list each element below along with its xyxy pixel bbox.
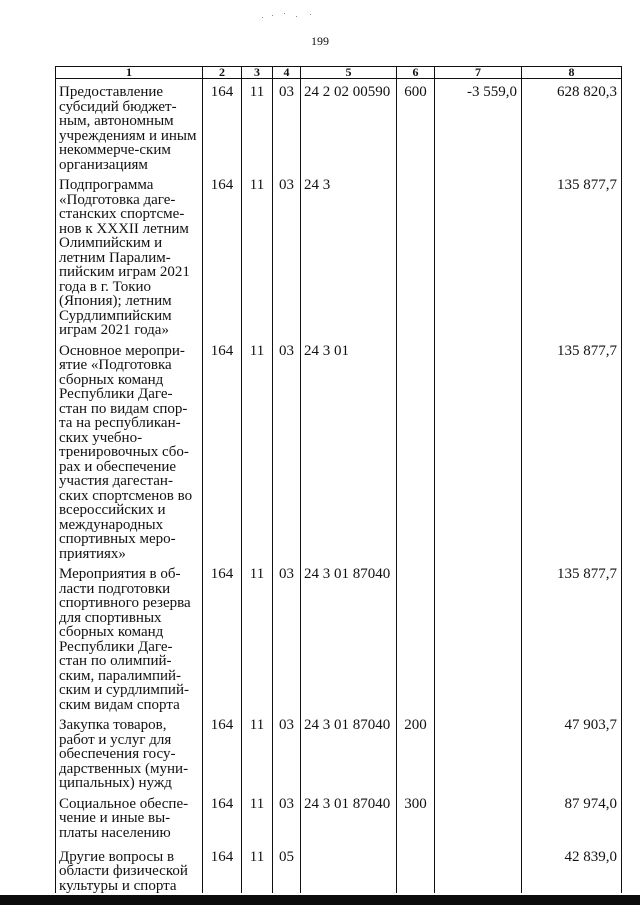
cell-section: 11 [242, 79, 273, 173]
cell-expense-type: 300 [397, 791, 435, 844]
cell-target-article [301, 844, 397, 894]
cell-expense-type [397, 561, 435, 712]
cell-change [435, 561, 522, 712]
cell-ministry: 164 [203, 712, 242, 791]
table-row [56, 172, 622, 338]
cell-change [435, 172, 522, 338]
col-header-1: 1 [56, 67, 203, 79]
cell-subsection: 03 [273, 712, 301, 791]
row-description: Закупка товаров, работ и услуг для обеспечения госу-дарственных (муни-ципальных) нужд [56, 712, 203, 791]
cell-expense-type [397, 172, 435, 338]
row-description: Подпрограмма «Подготовка даге-станских спортсме-нов к XXXII летним Олимпийским и летним Паралим-пийским играм 2021 года в г. Токио (Япония); летним Сурдлимпийским играм 2021 года» [56, 172, 203, 338]
cell-amount: 628 820,3 [522, 79, 622, 173]
row-description: Предоставление субсидий бюджет-ным, автономным учреждениям и иным некоммерче-ским организациям [56, 79, 203, 173]
cell-target-article: 24 3 [301, 172, 397, 338]
col-header-6: 6 [397, 67, 435, 79]
col-header-3: 3 [242, 67, 273, 79]
row-description: Другие вопросы в области физической культуры и спорта [56, 844, 203, 894]
cell-change [435, 712, 522, 791]
cell-amount: 47 903,7 [522, 712, 622, 791]
budget-table [55, 66, 622, 893]
table-row [56, 338, 622, 562]
cell-change: -3 559,0 [435, 79, 522, 173]
row-description: Мероприятия в об-ласти подготовки спортивного резерва для спортивных сборных команд Республики Даге-стан по олимпий-ским, паралимпий-ским и сурдлимпий-ским видам спорта [56, 561, 203, 712]
col-header-4: 4 [273, 67, 301, 79]
cell-subsection: 03 [273, 561, 301, 712]
page-number: 199 [311, 34, 329, 48]
cell-ministry: 164 [203, 844, 242, 894]
scan-bottom-edge [0, 895, 640, 905]
cell-section: 11 [242, 791, 273, 844]
cell-amount: 135 877,7 [522, 338, 622, 562]
cell-amount: 87 974,0 [522, 791, 622, 844]
cell-section: 11 [242, 712, 273, 791]
cell-ministry: 164 [203, 79, 242, 173]
cell-subsection: 03 [273, 172, 301, 338]
cell-change [435, 791, 522, 844]
cell-change [435, 338, 522, 562]
cell-target-article: 24 3 01 87040 [301, 791, 397, 844]
cell-target-article: 24 2 02 00590 [301, 79, 397, 173]
table-row [56, 791, 622, 844]
row-description: Социальное обеспе-чение и иные вы-платы населению [56, 791, 203, 844]
cell-section: 11 [242, 172, 273, 338]
cell-section: 11 [242, 338, 273, 562]
cell-expense-type [397, 338, 435, 562]
cell-expense-type [397, 844, 435, 894]
col-header-5: 5 [301, 67, 397, 79]
table-row [56, 79, 622, 173]
cell-ministry: 164 [203, 791, 242, 844]
cell-section: 11 [242, 844, 273, 894]
table-row [56, 844, 622, 894]
col-header-2: 2 [203, 67, 242, 79]
table-row [56, 561, 622, 712]
cell-subsection: 05 [273, 844, 301, 894]
cell-expense-type: 200 [397, 712, 435, 791]
table-row [56, 712, 622, 791]
header-row [56, 67, 622, 79]
cell-ministry: 164 [203, 561, 242, 712]
cell-amount: 135 877,7 [522, 561, 622, 712]
row-description: Основное меропри-ятие «Подготовка сборных команд Республики Даге-стан по видам спор-та на республикан-ских учебно-тренировочных сбо-рах и обеспечение участия дагестан-ских спортсменов во всероссийских и международных спортивных меро-приятиях» [56, 338, 203, 562]
cell-ministry: 164 [203, 338, 242, 562]
scan-noise [258, 12, 318, 20]
cell-section: 11 [242, 561, 273, 712]
cell-target-article: 24 3 01 [301, 338, 397, 562]
cell-amount: 42 839,0 [522, 844, 622, 894]
cell-target-article: 24 3 01 87040 [301, 561, 397, 712]
cell-subsection: 03 [273, 338, 301, 562]
cell-subsection: 03 [273, 79, 301, 173]
cell-target-article: 24 3 01 87040 [301, 712, 397, 791]
cell-expense-type: 600 [397, 79, 435, 173]
col-header-8: 8 [522, 67, 622, 79]
cell-subsection: 03 [273, 791, 301, 844]
cell-amount: 135 877,7 [522, 172, 622, 338]
col-header-7: 7 [435, 67, 522, 79]
cell-change [435, 844, 522, 894]
cell-ministry: 164 [203, 172, 242, 338]
